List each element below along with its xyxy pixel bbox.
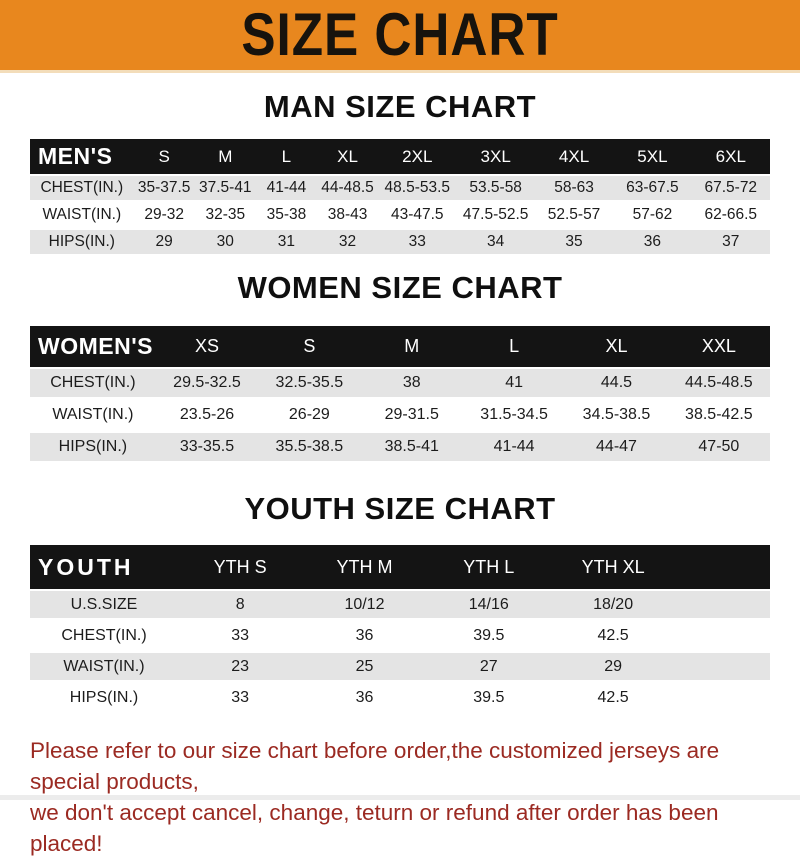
row-label: U.S.SIZE	[70, 595, 138, 613]
column-header: YTH L	[463, 556, 515, 577]
table-cell: 41-44	[266, 179, 307, 196]
table-cell: 8	[235, 595, 245, 613]
table-cell: 48.5-53.5	[384, 179, 451, 196]
row-label: HIPS(IN.)	[69, 688, 139, 706]
table-cell: 18/20	[593, 595, 634, 613]
table-cell: 35-37.5	[137, 179, 191, 196]
table-cell: 39.5	[473, 626, 505, 644]
section-heading-youth: YOUTH SIZE CHART	[244, 491, 556, 526]
table-header-label: MEN'S	[38, 143, 113, 169]
table-header-row	[30, 326, 770, 367]
table-cell: 41	[505, 374, 523, 391]
table-cell: 38-43	[327, 206, 368, 223]
table-cell: 33	[231, 688, 250, 706]
section-heading-women: WOMEN SIZE CHART	[237, 270, 563, 305]
table-cell: 38	[402, 374, 421, 391]
row-label: WAIST(IN.)	[63, 657, 145, 675]
table-cell: 26-29	[288, 406, 330, 423]
column-header: XS	[194, 336, 219, 356]
women-size-table	[30, 326, 770, 461]
table-cell: 27	[479, 657, 498, 675]
table-cell: 53.5-58	[469, 179, 522, 196]
table-cell: 25	[355, 657, 374, 675]
table-header-row	[30, 139, 770, 174]
row-label: WAIST(IN.)	[52, 406, 134, 423]
youth-size-table	[30, 545, 770, 711]
table-cell: 36	[355, 626, 374, 644]
bottom-edge-strip	[0, 795, 800, 800]
table-cell: 42.5	[597, 626, 629, 644]
table-cell: 35-38	[266, 206, 307, 223]
table-cell: 32-35	[205, 206, 246, 223]
table-cell: 42.5	[597, 688, 629, 706]
table-cell: 44.5-48.5	[685, 374, 753, 391]
table-cell: 47-50	[698, 438, 740, 455]
table-cell: 29.5-32.5	[173, 374, 241, 391]
table-cell: 37	[722, 233, 740, 250]
table-cell: 62-66.5	[704, 206, 758, 223]
table-cell: 57-62	[632, 206, 673, 223]
table-cell: 43-47.5	[390, 206, 444, 223]
column-header: S	[303, 336, 316, 356]
table-row	[30, 203, 770, 227]
table-row	[30, 176, 770, 200]
column-header: XL	[337, 146, 358, 166]
table-cell: 32	[338, 233, 357, 250]
table-cell: 47.5-52.5	[462, 206, 529, 223]
table-cell: 35.5-38.5	[275, 438, 344, 455]
column-header: XXL	[701, 336, 736, 356]
table-row	[30, 622, 770, 649]
column-header: S	[158, 146, 170, 166]
table-cell: 44.5	[600, 374, 633, 391]
size-chart-section-women	[0, 270, 800, 461]
table-cell: 30	[216, 233, 234, 250]
column-header: YTH XL	[581, 556, 645, 577]
table-cell: 52.5-57	[547, 206, 601, 223]
row-label: CHEST(IN.)	[40, 179, 124, 196]
table-cell: 31.5-34.5	[480, 406, 548, 423]
table-row	[30, 401, 770, 429]
size-chart-sections	[0, 89, 800, 711]
table-cell: 37.5-41	[198, 179, 252, 196]
disclaimer-line-2: we don't accept cancel, change, teturn or refund after order has been placed!	[30, 800, 719, 856]
table-row	[30, 653, 770, 680]
table-header-label: YOUTH	[38, 553, 134, 580]
men-size-table	[30, 139, 770, 254]
table-cell: 14/16	[468, 595, 509, 613]
column-header: XL	[605, 336, 628, 356]
column-header: M	[218, 146, 233, 166]
column-header: 4XL	[558, 146, 590, 166]
table-cell: 34	[487, 233, 505, 250]
table-cell: 58-63	[554, 179, 594, 196]
table-cell: 29-31.5	[384, 406, 439, 423]
table-cell: 38.5-41	[384, 438, 439, 455]
table-row	[30, 369, 770, 397]
row-label: HIPS(IN.)	[48, 233, 115, 250]
table-row	[30, 591, 770, 618]
table-cell: 63-67.5	[626, 179, 679, 196]
table-cell: 29-32	[144, 206, 184, 223]
size-chart-section-men	[0, 89, 800, 254]
table-cell: 23.5-26	[179, 406, 235, 423]
table-cell: 44-48.5	[321, 179, 374, 196]
table-cell: 31	[277, 233, 296, 250]
table-cell: 29	[604, 657, 622, 675]
table-cell: 29	[155, 233, 173, 250]
table-row	[30, 684, 770, 711]
table-cell: 36	[355, 688, 374, 706]
table-cell: 23	[231, 657, 250, 675]
table-row	[30, 230, 770, 254]
column-header: L	[509, 336, 520, 356]
column-header: 2XL	[402, 146, 433, 166]
table-cell: 33-35.5	[179, 438, 235, 455]
table-cell: 33	[408, 233, 426, 250]
section-heading-men: MAN SIZE CHART	[263, 89, 537, 124]
table-cell: 35	[565, 233, 583, 250]
column-header: YTH S	[213, 556, 267, 577]
table-cell: 44-47	[596, 438, 637, 455]
table-cell: 39.5	[473, 688, 505, 706]
column-header: 3XL	[480, 146, 511, 166]
table-cell: 36	[643, 233, 662, 250]
row-label: CHEST(IN.)	[50, 374, 136, 391]
column-header: L	[281, 146, 292, 166]
table-cell: 34.5-38.5	[582, 406, 651, 423]
column-header: M	[404, 336, 420, 356]
column-header: 5XL	[637, 146, 668, 166]
column-header: YTH M	[336, 556, 393, 577]
table-header-row	[30, 545, 770, 589]
table-cell: 33	[231, 626, 250, 644]
table-cell: 10/12	[344, 595, 385, 613]
table-cell: 41-44	[493, 438, 535, 455]
disclaimer-line-1: Please refer to our size chart before order,the customized jerseys are special products,	[30, 738, 720, 794]
table-row	[30, 433, 770, 461]
size-chart-section-youth	[0, 491, 800, 711]
row-label: CHEST(IN.)	[61, 626, 147, 644]
row-label: WAIST(IN.)	[42, 206, 122, 223]
table-cell: 67.5-72	[704, 179, 758, 196]
size-chart-banner	[0, 0, 800, 73]
banner-title: SIZE CHART	[241, 1, 559, 69]
table-cell: 32.5-35.5	[275, 374, 344, 391]
column-header: 6XL	[715, 146, 746, 166]
row-label: HIPS(IN.)	[58, 438, 128, 455]
table-header-label: WOMEN'S	[38, 333, 154, 359]
table-cell: 38.5-42.5	[685, 406, 753, 423]
